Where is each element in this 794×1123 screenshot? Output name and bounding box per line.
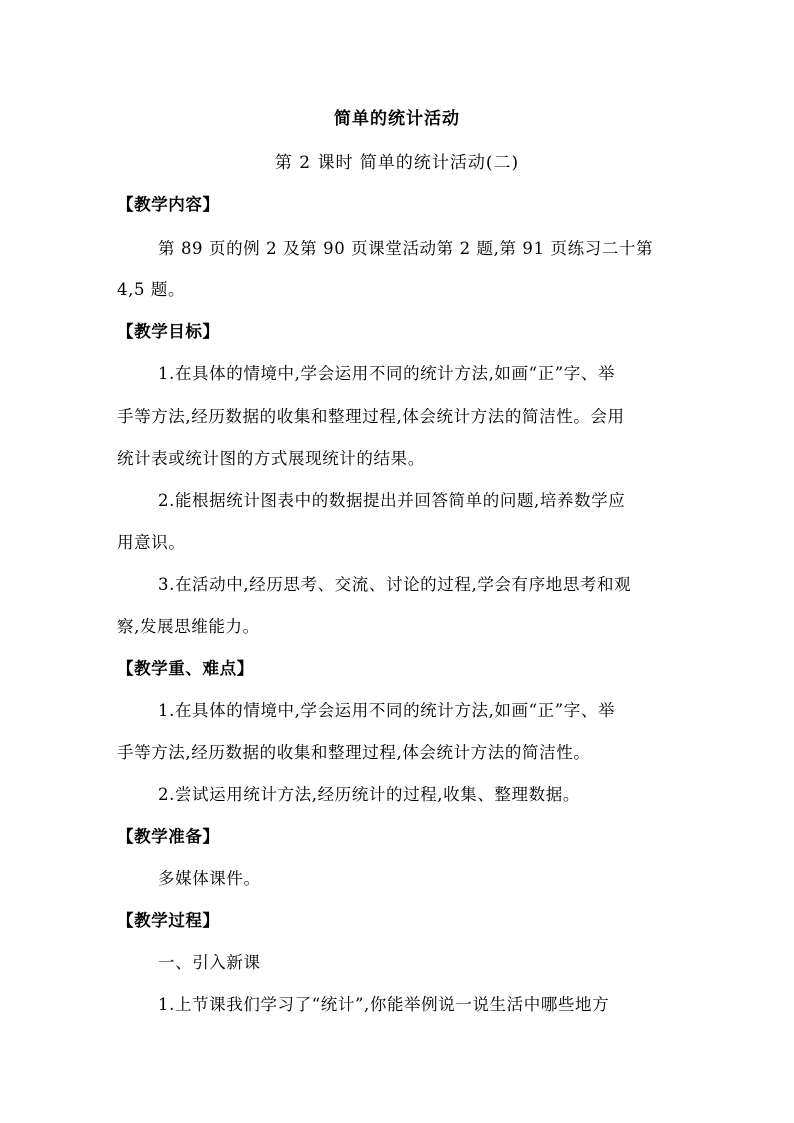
heading-teaching-content: 【教学内容】 xyxy=(117,195,220,214)
paragraph-line: 统计表或统计图的方式展现统计的结果。 xyxy=(117,449,425,468)
paragraph-line: 2.尝试运用统计方法,经历统计的过程,收集、整理数据。 xyxy=(158,785,580,804)
paragraph-line: 多媒体课件。 xyxy=(158,869,261,888)
paragraph-line: 1.上节课我们学习了“统计”,你能举例说一说生活中哪些地方 xyxy=(158,995,610,1014)
paragraph-line: 2.能根据统计图表中的数据提出并回答简单的问题,培养数学应 xyxy=(158,491,626,510)
paragraph-line: 手等方法,经历数据的收集和整理过程,体会统计方法的简洁性。会用 xyxy=(117,407,625,426)
paragraph-line: 察,发展思维能力。 xyxy=(117,617,260,636)
paragraph-line: 1.在具体的情境中,学会运用不同的统计方法,如画“正”字、举 xyxy=(158,701,616,720)
paragraph-line: 用意识。 xyxy=(117,533,186,552)
paragraph-line: 第 89 页的例 2 及第 90 页课堂活动第 2 题,第 91 页练习二十第 xyxy=(158,239,654,258)
paragraph-line: 3.在活动中,经历思考、交流、讨论的过程,学会有序地思考和观 xyxy=(158,575,632,594)
paragraph-line: 1.在具体的情境中,学会运用不同的统计方法,如画“正”字、举 xyxy=(158,364,616,383)
paragraph-line: 4,5 题。 xyxy=(117,280,186,299)
heading-key-points: 【教学重、难点】 xyxy=(117,659,254,678)
paragraph-line: 手等方法,经历数据的收集和整理过程,体会统计方法的简洁性。 xyxy=(117,743,591,762)
heading-teaching-process: 【教学过程】 xyxy=(117,911,220,930)
document-title: 简单的统计活动 xyxy=(334,109,460,129)
heading-teaching-prep: 【教学准备】 xyxy=(117,827,220,846)
lesson-subtitle: 第 2 课时 简单的统计活动(二) xyxy=(274,153,520,173)
heading-teaching-goals: 【教学目标】 xyxy=(117,322,220,341)
paragraph-line: 一、引入新课 xyxy=(158,953,261,972)
